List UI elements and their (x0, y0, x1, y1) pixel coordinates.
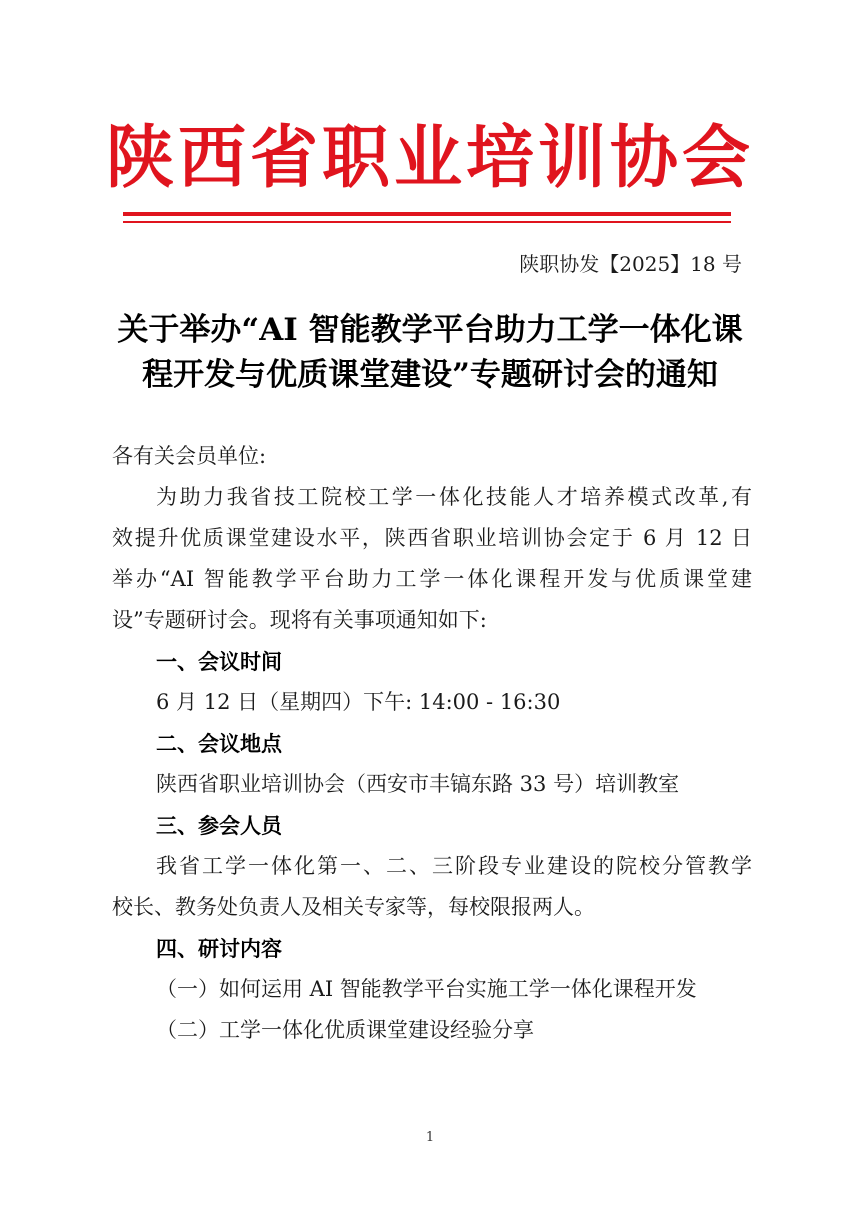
section-heading-time: 一、会议时间 (156, 649, 282, 674)
document-title-line-2: 程开发与优质课堂建设”专题研讨会的通知 (142, 357, 718, 393)
intro-line-3: 举办“AI 智能教学平台助力工学一体化课程开发与优质课堂建 (112, 567, 752, 591)
section-heading-place: 二、会议地点 (156, 731, 282, 756)
content-item-2: （二）工学一体化优质课堂建设经验分享 (156, 1018, 534, 1042)
attendees-line-2: 校长、教务处负责人及相关专家等，每校限报两人。 (112, 895, 595, 919)
intro-line-1: 为助力我省技工院校工学一体化技能人才培养模式改革,有 (156, 485, 752, 509)
document-title-line-1: 关于举办“AI 智能教学平台助力工学一体化课 (117, 312, 743, 348)
letterhead-rule-thick (123, 212, 731, 216)
section-heading-attendees: 三、参会人员 (156, 813, 282, 838)
page-number: 1 (425, 1130, 435, 1145)
attendees-line-1: 我省工学一体化第一、二、三阶段专业建设的院校分管教学 (156, 854, 752, 878)
section-heading-content: 四、研讨内容 (156, 936, 282, 961)
letterhead-rule-thin (123, 221, 731, 223)
intro-line-2: 效提升优质课堂建设水平，陕西省职业培训协会定于 6 月 12 日 (112, 526, 752, 550)
document-title (100, 308, 760, 398)
salutation: 各有关会员单位: (112, 444, 267, 468)
meeting-time-text: 6 月 12 日（星期四）下午: 14:00 - 16:30 (156, 690, 561, 714)
meeting-place-text: 陕西省职业培训协会（西安市丰镐东路 33 号）培训教室 (156, 772, 680, 796)
letterhead-org-name: 陕西省职业培训协会 (105, 118, 754, 198)
document-body (112, 436, 752, 1051)
content-item-1: （一）如何运用 AI 智能教学平台实施工学一体化课程开发 (156, 977, 697, 1001)
intro-line-4: 设”专题研讨会。现将有关事项通知如下: (112, 608, 487, 632)
document-number: 陕职协发【2025】18 号 (519, 252, 742, 276)
